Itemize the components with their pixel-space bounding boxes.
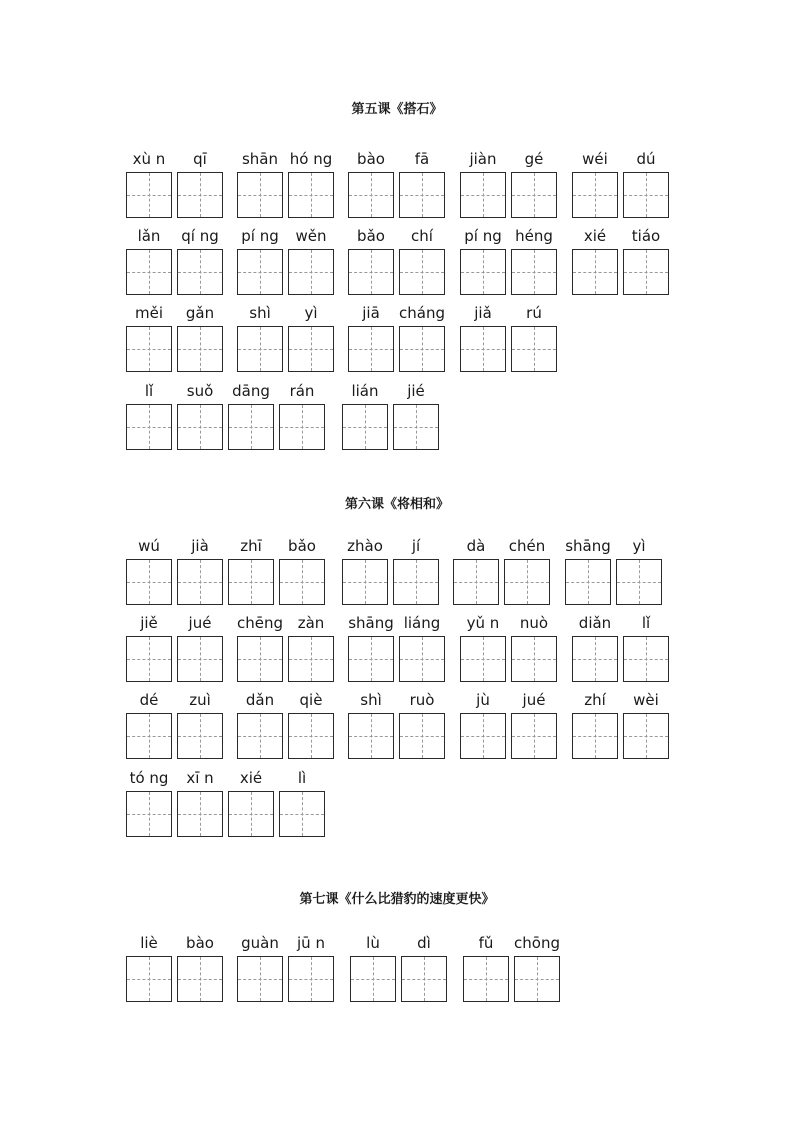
pinyin-label: jiā bbox=[362, 304, 380, 322]
pinyin-label: bào bbox=[357, 150, 385, 168]
pinyin-label: jiě bbox=[140, 614, 158, 632]
word-row bbox=[0, 689, 794, 769]
tianzige-box[interactable] bbox=[177, 326, 223, 372]
tianzige-box[interactable] bbox=[342, 404, 388, 450]
word-row bbox=[0, 148, 794, 228]
tianzige-box[interactable] bbox=[126, 559, 172, 605]
tianzige-box[interactable] bbox=[288, 326, 334, 372]
pinyin-label: jū n bbox=[297, 934, 325, 952]
pinyin-label: dé bbox=[139, 691, 159, 709]
pinyin-label: qī bbox=[193, 150, 207, 168]
tianzige-box[interactable] bbox=[126, 956, 172, 1002]
word-row bbox=[0, 612, 794, 692]
tianzige-box[interactable] bbox=[288, 172, 334, 218]
pinyin-label: pí ng bbox=[241, 227, 279, 245]
tianzige-box[interactable] bbox=[177, 249, 223, 295]
tianzige-box[interactable] bbox=[126, 172, 172, 218]
tianzige-box[interactable] bbox=[288, 249, 334, 295]
tianzige-box[interactable] bbox=[401, 956, 447, 1002]
tianzige-box[interactable] bbox=[348, 636, 394, 682]
tianzige-box[interactable] bbox=[623, 172, 669, 218]
pinyin-label: zàn bbox=[297, 614, 325, 632]
tianzige-box[interactable] bbox=[237, 636, 283, 682]
pinyin-label: xī n bbox=[186, 769, 214, 787]
tianzige-box[interactable] bbox=[288, 956, 334, 1002]
pinyin-label: jué bbox=[188, 614, 212, 632]
tianzige-box[interactable] bbox=[572, 713, 618, 759]
tianzige-box[interactable] bbox=[453, 559, 499, 605]
tianzige-box[interactable] bbox=[511, 172, 557, 218]
tianzige-box[interactable] bbox=[460, 713, 506, 759]
tianzige-box[interactable] bbox=[237, 326, 283, 372]
tianzige-box[interactable] bbox=[177, 956, 223, 1002]
tianzige-box[interactable] bbox=[393, 559, 439, 605]
pinyin-label: yì bbox=[304, 304, 318, 322]
pinyin-label: zuì bbox=[189, 691, 211, 709]
pinyin-label: wéi bbox=[582, 150, 608, 168]
tianzige-box[interactable] bbox=[279, 404, 325, 450]
tianzige-box[interactable] bbox=[126, 636, 172, 682]
tianzige-box[interactable] bbox=[228, 791, 274, 837]
tianzige-box[interactable] bbox=[177, 172, 223, 218]
tianzige-box[interactable] bbox=[511, 636, 557, 682]
tianzige-box[interactable] bbox=[514, 956, 560, 1002]
pinyin-label: rú bbox=[526, 304, 542, 322]
pinyin-label: jiǎ bbox=[474, 304, 492, 322]
pinyin-label: rán bbox=[289, 382, 315, 400]
tianzige-box[interactable] bbox=[572, 172, 618, 218]
tianzige-box[interactable] bbox=[350, 956, 396, 1002]
tianzige-box[interactable] bbox=[504, 559, 550, 605]
tianzige-box[interactable] bbox=[623, 713, 669, 759]
word-row bbox=[0, 302, 794, 382]
pinyin-label: fā bbox=[414, 150, 430, 168]
tianzige-box[interactable] bbox=[228, 404, 274, 450]
pinyin-label: měi bbox=[134, 304, 163, 322]
pinyin-label: cháng bbox=[399, 304, 445, 322]
tianzige-box[interactable] bbox=[565, 559, 611, 605]
pinyin-label: hó ng bbox=[289, 150, 333, 168]
pinyin-label: héng bbox=[515, 227, 553, 245]
pinyin-label: nuò bbox=[519, 614, 549, 632]
tianzige-box[interactable] bbox=[399, 326, 445, 372]
pinyin-label: yì bbox=[632, 537, 646, 555]
pinyin-label: lǐ bbox=[641, 614, 651, 632]
pinyin-label: jù bbox=[476, 691, 490, 709]
pinyin-label: gé bbox=[524, 150, 544, 168]
tianzige-box[interactable] bbox=[279, 559, 325, 605]
tianzige-box[interactable] bbox=[460, 172, 506, 218]
tianzige-box[interactable] bbox=[126, 326, 172, 372]
tianzige-box[interactable] bbox=[348, 172, 394, 218]
pinyin-label: wèi bbox=[633, 691, 659, 709]
tianzige-box[interactable] bbox=[616, 559, 662, 605]
tianzige-box[interactable] bbox=[572, 636, 618, 682]
pinyin-label: zhī bbox=[240, 537, 262, 555]
tianzige-box[interactable] bbox=[237, 249, 283, 295]
tianzige-box[interactable] bbox=[399, 249, 445, 295]
pinyin-label: jué bbox=[522, 691, 546, 709]
pinyin-label: chén bbox=[508, 537, 546, 555]
tianzige-box[interactable] bbox=[623, 249, 669, 295]
pinyin-label: jié bbox=[407, 382, 425, 400]
pinyin-label: dú bbox=[636, 150, 656, 168]
pinyin-label: lǐ bbox=[144, 382, 154, 400]
pinyin-label: shì bbox=[360, 691, 382, 709]
word-row bbox=[0, 932, 794, 1012]
tianzige-box[interactable] bbox=[463, 956, 509, 1002]
pinyin-label: bào bbox=[186, 934, 214, 952]
tianzige-box[interactable] bbox=[460, 326, 506, 372]
lesson-title: 第七课《什么比猎豹的速度更快》 bbox=[299, 892, 495, 907]
pinyin-label: liáng bbox=[403, 614, 441, 632]
lesson-title: 第五课《搭石》 bbox=[351, 102, 443, 117]
pinyin-label: chēng bbox=[236, 614, 283, 632]
pinyin-label: gǎn bbox=[185, 304, 215, 322]
pinyin-label: qí ng bbox=[181, 227, 219, 245]
tianzige-box[interactable] bbox=[348, 249, 394, 295]
pinyin-label: xié bbox=[239, 769, 263, 787]
pinyin-label: lǎn bbox=[137, 227, 161, 245]
word-row bbox=[0, 225, 794, 305]
pinyin-label: dāng bbox=[232, 382, 270, 400]
pinyin-label: jià bbox=[191, 537, 209, 555]
pinyin-label: tó ng bbox=[129, 769, 169, 787]
tianzige-box[interactable] bbox=[460, 636, 506, 682]
tianzige-box[interactable] bbox=[511, 713, 557, 759]
pinyin-label: fǔ bbox=[478, 934, 494, 952]
pinyin-label: qiè bbox=[299, 691, 323, 709]
tianzige-box[interactable] bbox=[393, 404, 439, 450]
tianzige-box[interactable] bbox=[177, 791, 223, 837]
pinyin-label: shān bbox=[241, 150, 279, 168]
pinyin-label: chōng bbox=[514, 934, 560, 952]
pinyin-label: shāng bbox=[348, 614, 394, 632]
tianzige-box[interactable] bbox=[126, 249, 172, 295]
tianzige-box[interactable] bbox=[511, 249, 557, 295]
word-row bbox=[0, 380, 794, 460]
tianzige-box[interactable] bbox=[237, 956, 283, 1002]
tianzige-box[interactable] bbox=[399, 713, 445, 759]
pinyin-label: yǔ n bbox=[466, 614, 500, 632]
tianzige-box[interactable] bbox=[348, 713, 394, 759]
tianzige-box[interactable] bbox=[126, 404, 172, 450]
pinyin-label: pí ng bbox=[464, 227, 502, 245]
tianzige-box[interactable] bbox=[126, 713, 172, 759]
pinyin-label: xù n bbox=[132, 150, 166, 168]
tianzige-box[interactable] bbox=[177, 713, 223, 759]
tianzige-box[interactable] bbox=[237, 713, 283, 759]
word-row bbox=[0, 535, 794, 615]
pinyin-label: shì bbox=[249, 304, 271, 322]
lesson-title: 第六课《将相和》 bbox=[344, 497, 449, 512]
pinyin-label: lì bbox=[297, 769, 307, 787]
tianzige-box[interactable] bbox=[623, 636, 669, 682]
pinyin-label: jiàn bbox=[469, 150, 497, 168]
pinyin-label: lù bbox=[366, 934, 380, 952]
pinyin-label: ruò bbox=[409, 691, 435, 709]
pinyin-label: jí bbox=[411, 537, 421, 555]
pinyin-label: diǎn bbox=[578, 614, 612, 632]
pinyin-label: dì bbox=[417, 934, 431, 952]
pinyin-label: shāng bbox=[565, 537, 611, 555]
pinyin-label: lián bbox=[351, 382, 379, 400]
tianzige-box[interactable] bbox=[348, 326, 394, 372]
tianzige-box[interactable] bbox=[228, 559, 274, 605]
pinyin-label: dà bbox=[466, 537, 486, 555]
pinyin-label: wú bbox=[138, 537, 160, 555]
pinyin-label: bǎo bbox=[288, 537, 316, 555]
tianzige-box[interactable] bbox=[177, 559, 223, 605]
tianzige-box[interactable] bbox=[399, 172, 445, 218]
tianzige-box[interactable] bbox=[288, 636, 334, 682]
pinyin-label: bǎo bbox=[357, 227, 385, 245]
tianzige-box[interactable] bbox=[511, 326, 557, 372]
word-row bbox=[0, 767, 794, 847]
tianzige-box[interactable] bbox=[237, 172, 283, 218]
tianzige-box[interactable] bbox=[177, 404, 223, 450]
tianzige-box[interactable] bbox=[279, 791, 325, 837]
tianzige-box[interactable] bbox=[177, 636, 223, 682]
pinyin-label: suǒ bbox=[186, 382, 214, 400]
tianzige-box[interactable] bbox=[288, 713, 334, 759]
pinyin-label: dǎn bbox=[245, 691, 275, 709]
tianzige-box[interactable] bbox=[342, 559, 388, 605]
tianzige-box[interactable] bbox=[460, 249, 506, 295]
pinyin-label: zhào bbox=[347, 537, 383, 555]
pinyin-label: wěn bbox=[295, 227, 327, 245]
pinyin-label: xié bbox=[583, 227, 607, 245]
pinyin-label: chí bbox=[411, 227, 433, 245]
pinyin-label: zhí bbox=[584, 691, 606, 709]
pinyin-label: liè bbox=[140, 934, 158, 952]
tianzige-box[interactable] bbox=[572, 249, 618, 295]
tianzige-box[interactable] bbox=[399, 636, 445, 682]
tianzige-box[interactable] bbox=[126, 791, 172, 837]
pinyin-label: guàn bbox=[241, 934, 279, 952]
pinyin-label: tiáo bbox=[631, 227, 661, 245]
